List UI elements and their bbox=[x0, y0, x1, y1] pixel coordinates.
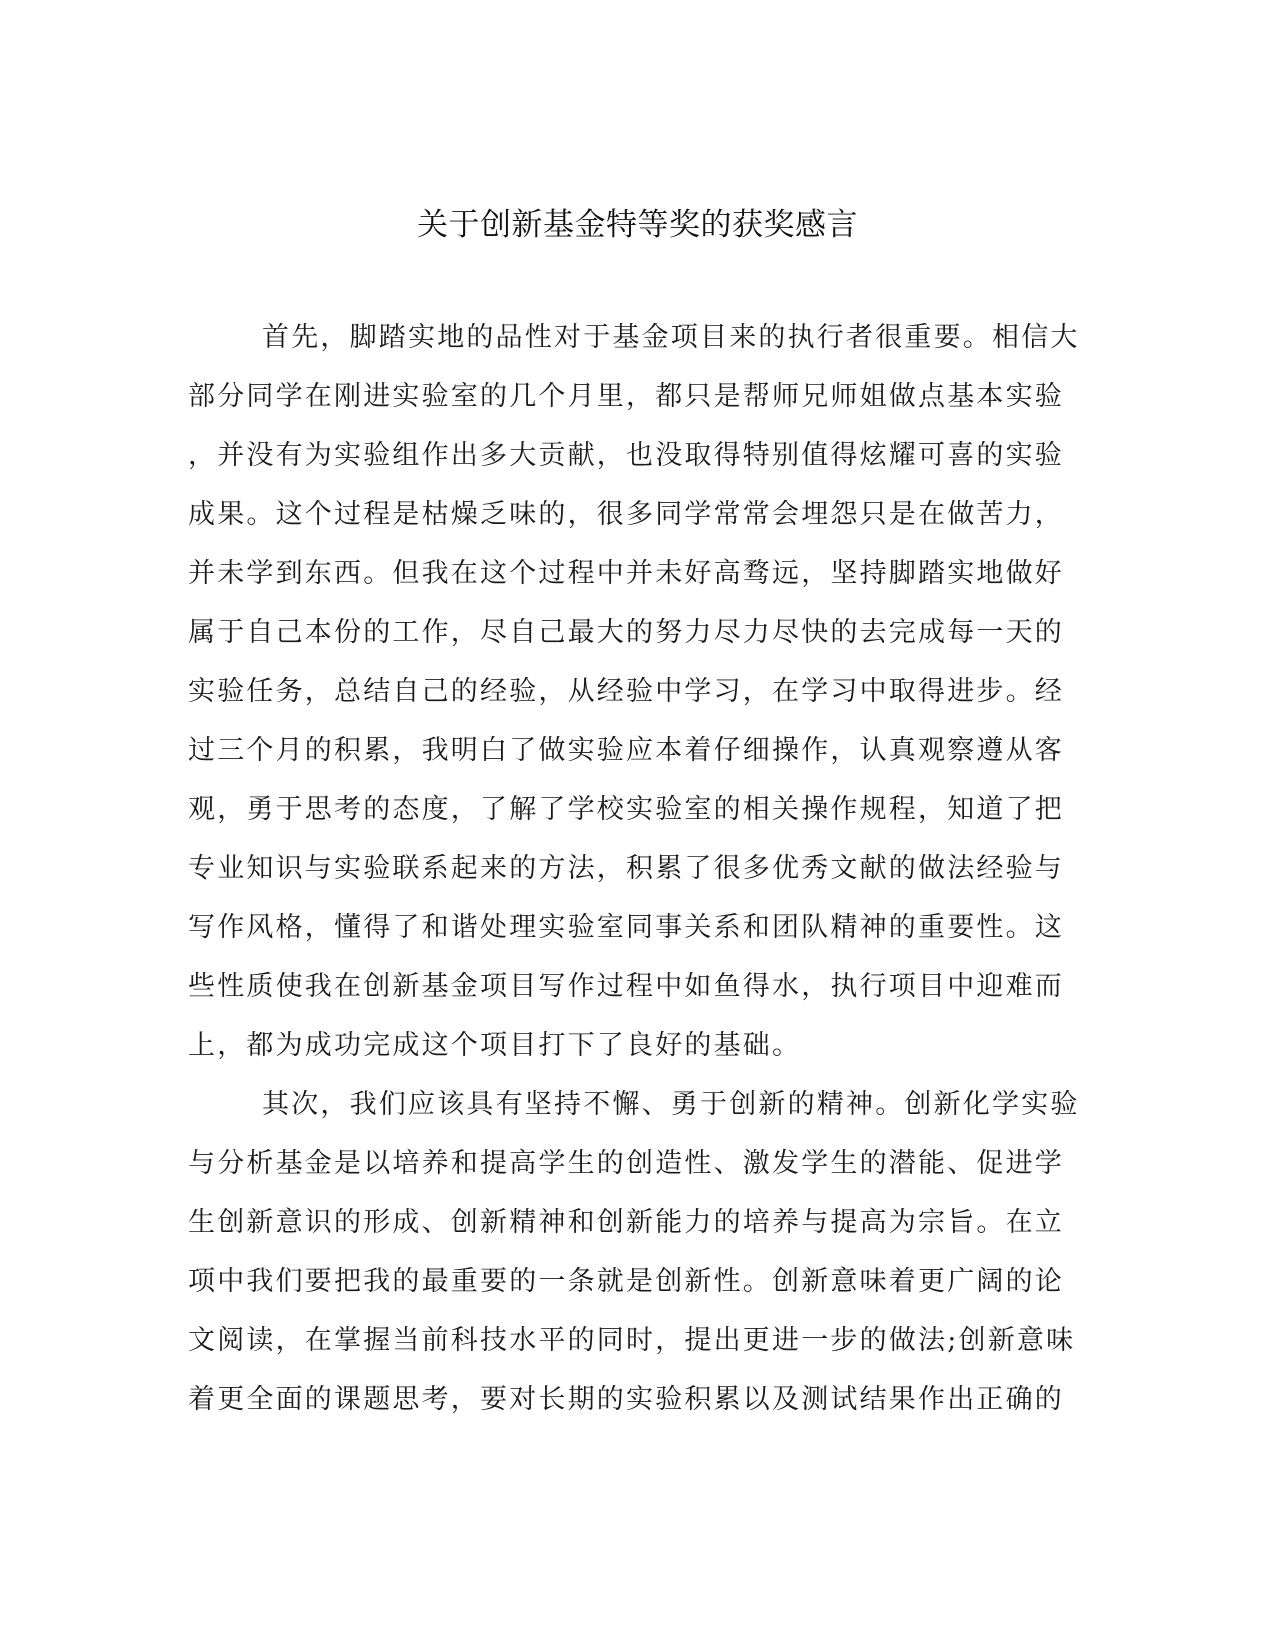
paragraph-2-line-1: 其次，我们应该具有坚持不懈、勇于创新的精神。创新化学实验 bbox=[262, 1089, 1080, 1120]
paragraph-1-line-9: 观，勇于思考的态度，了解了学校实验室的相关操作规程，知道了把 bbox=[188, 794, 1064, 825]
paragraph-2-line-6: 着更全面的课题思考，要对长期的实验积累以及测试结果作出正确的 bbox=[188, 1384, 1064, 1415]
paragraph-2-line-4: 项中我们要把我的最重要的一条就是创新性。创新意味着更广阔的论 bbox=[188, 1266, 1064, 1297]
paragraph-2-line-3: 生创新意识的形成、创新精神和创新能力的培养与提高为宗旨。在立 bbox=[188, 1207, 1064, 1238]
document-title: 关于创新基金特等奖的获奖感言 bbox=[417, 207, 858, 243]
paragraph-1-line-2: 部分同学在刚进实验室的几个月里，都只是帮师兄师姐做点基本实验 bbox=[188, 381, 1064, 412]
paragraph-1-line-13: 上，都为成功完成这个项目打下了良好的基础。 bbox=[188, 1030, 802, 1061]
paragraph-2-line-2: 与分析基金是以培养和提高学生的创造性、激发学生的潜能、促进学 bbox=[188, 1148, 1064, 1179]
paragraph-1-line-5: 并未学到东西。但我在这个过程中并未好高骛远，坚持脚踏实地做好 bbox=[188, 558, 1064, 589]
paragraph-1-line-4: 成果。这个过程是枯燥乏味的，很多同学常常会埋怨只是在做苦力， bbox=[188, 499, 1064, 530]
paragraph-1-line-7: 实验任务，总结自己的经验，从经验中学习，在学习中取得进步。经 bbox=[188, 676, 1064, 707]
paragraph-1-line-12: 些性质使我在创新基金项目写作过程中如鱼得水，执行项目中迎难而 bbox=[188, 971, 1064, 1002]
paragraph-1-line-8: 过三个月的积累，我明白了做实验应本着仔细操作，认真观察遵从客 bbox=[188, 735, 1064, 766]
paragraph-1-line-10: 专业知识与实验联系起来的方法，积累了很多优秀文献的做法经验与 bbox=[188, 853, 1064, 884]
paragraph-1-line-3: ，并没有为实验组作出多大贡献，也没取得特别值得炫耀可喜的实验 bbox=[188, 440, 1064, 471]
paragraph-1-line-6: 属于自己本份的工作，尽自己最大的努力尽力尽快的去完成每一天的 bbox=[188, 617, 1064, 648]
paragraph-1-line-11: 写作风格，懂得了和谐处理实验室同事关系和团队精神的重要性。这 bbox=[188, 912, 1064, 943]
paragraph-2-line-5: 文阅读，在掌握当前科技水平的同时，提出更进一步的做法;创新意味 bbox=[188, 1325, 1076, 1356]
paragraph-1-line-1: 首先，脚踏实地的品性对于基金项目来的执行者很重要。相信大 bbox=[262, 322, 1080, 353]
